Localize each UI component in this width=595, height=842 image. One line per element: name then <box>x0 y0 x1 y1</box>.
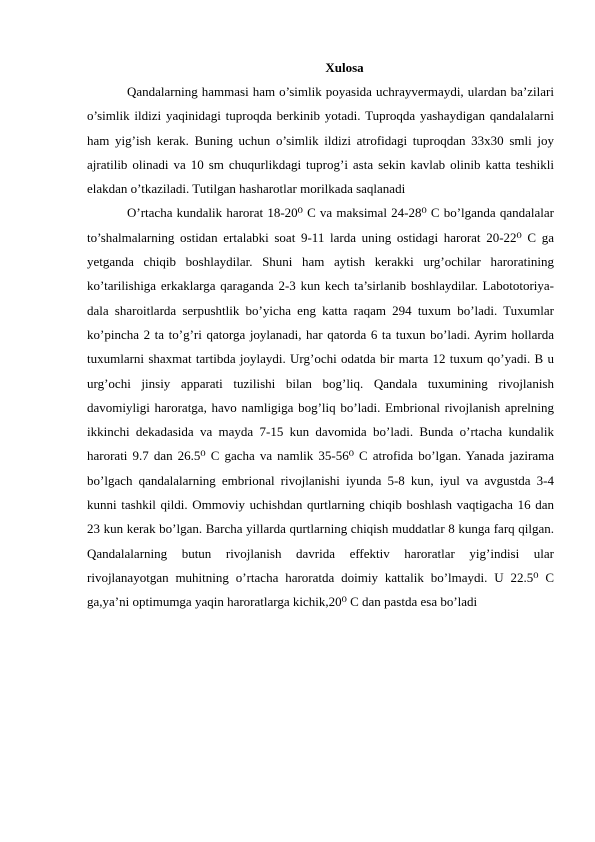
paragraph-1: Qandalarning hammasi ham o’simlik poyasida uchrayvermaydi, ulardan ba’zilari o’simlik ildizi yaqinidagi tuproqda berkinib yotadi. Tuproqda yashaydigan qandalalarni ham yig’ish kerak. Buning uchun o’simlik ildizi atrofidagi tuproqdan 33x30 smli joy ajratilib olinadi va 10 sm chuqurlikdagi tuprog’i asta sekin kavlab olinib katta teshikli elakdan o’tkaziladi. Tutilgan hasharotlar morilkada saqlanadi <box>87 84 554 197</box>
document-page <box>87 56 554 615</box>
document-title: Xulosa <box>325 60 364 75</box>
paragraph-2: O’rtacha kundalik harorat 18-20⁰ C va maksimal 24-28⁰ C bo’lganda qandalalar to’shalmalarning ostidan ertalabki soat 9-11 larda uning ostidagi harorat 20-22⁰ C ga yetganda chiqib boshlaydilar. Shuni ham aytish kerakki urg’ochilar haroratining ko’tarilishiga erkaklarga qaraganda 2-3 kun kech ta’sirlanib boshlaydilar. Labototoriya-dala sharoitlarda serpushtlik bo’yicha eng katta raqam 294 tuxum bo’ladi. Tuxumlar ko’pincha 2 ta to’g’ri qatorga joylanadi, har qatorda 6 ta tuxun bo’ladi. Ayrim hollarda tuxumlarni shaxmat tartibda joylaydi. Urg’ochi odatda bir marta 12 tuxum qo’yadi. B u urg’ochi jinsiy apparati tuzilishi bilan bog’liq. Qandala tuxumining rivojlanish davomiyligi haroratga, havo namligiga bog’liq bo’ladi. Embrional rivojlanish aprelning ikkinchi dekadasida va mayda 7-15 kun davomida bo’ladi. Bunda o’rtacha kundalik harorati 9.7 dan 26.5⁰ C gacha va namlik 35-56⁰ C atrofida bo’lgan. Yanada jazirama bo’lgach qandalalarning embrional rivojlanishi iyunda 5-8 kun, iyul va avgustda 3-4 kunni tashkil qildi. Ommoviy uchishdan qurtlarning chiqib boshlash vaqtigacha 16 dan 23 kun kerak bo’lgan. Barcha yillarda qurtlarning chiqish muddatlar 8 kunga farq qilgan. Qandalalarning butun rivojlanish davrida effektiv haroratlar yig’indisi ular rivojlanayotgan muhitning o’rtacha haroratda doimiy kattalik bo’lmaydi. U 22.5⁰ C ga,ya’ni optimumga yaqin haroratlarga kichik,20⁰ C dan pastda esa bo’ladi <box>87 205 554 610</box>
